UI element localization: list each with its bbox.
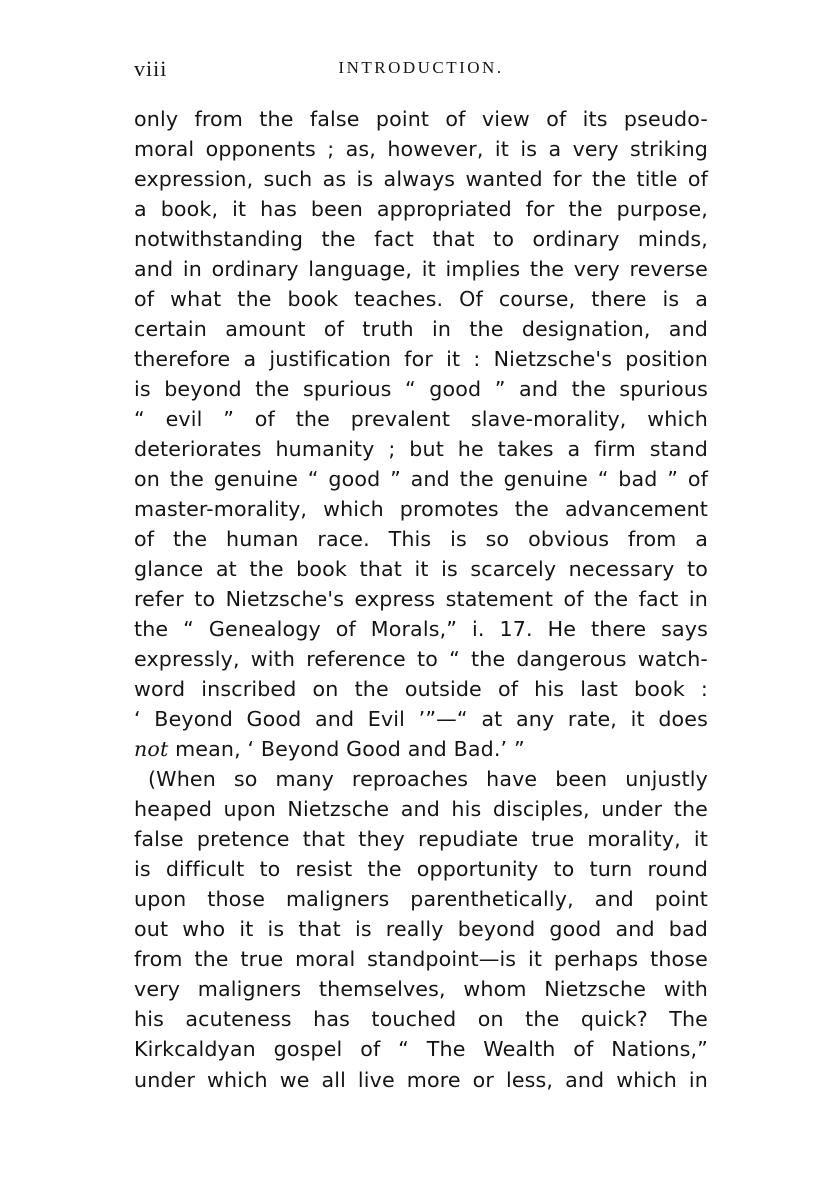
text-line-paragraph-end [134,734,708,764]
text-line: is difficult to resist the opportunity to turn round [134,857,708,882]
body-text [134,104,708,1095]
text-line: under which we all live more or less, and which in [134,1067,708,1092]
text-line: expressly, with reference to “ the dangerous watch- [134,647,708,672]
page-number: viii [134,56,168,81]
text-line: on the genuine “ good ” and the genuine “ bad ” of [134,467,708,492]
text-line-paragraph-start: (When so many reproaches have been unjustly [148,767,708,792]
text-line: the “ Genealogy of Morals,” i. 17. He there says [134,617,708,642]
text-line: is beyond the spurious “ good ” and the spurious [134,377,708,402]
text-line: ‘ Beyond Good and Evil ’”—“ at any rate, it does [134,707,708,732]
text-line: glance at the book that it is scarcely necessary to [134,557,708,582]
text-line: very maligners themselves, whom Nietzsche with [134,977,708,1002]
text-line: and in ordinary language, it implies the very reverse [134,257,708,282]
text-line: moral opponents ; as, however, it is a very striking [134,137,708,162]
text-line: upon those maligners parenthetically, and point [134,887,708,912]
emphasis-not: not [134,737,169,762]
text-line: expression, such as is always wanted for the title of [134,167,708,192]
text-line: out who it is that is really beyond good and bad [134,917,708,942]
text-line: his acuteness has touched on the quick? The [134,1007,708,1032]
page-header [134,56,708,86]
text-line: “ evil ” of the prevalent slave-morality, which [134,407,708,432]
text-line: a book, it has been appropriated for the purpose, [134,197,708,222]
text-line: refer to Nietzsche's express statement of the fact in [134,587,708,612]
text-line: false pretence that they repudiate true morality, it [134,827,708,852]
running-head: INTRODUCTION. [338,58,504,77]
text-line: deteriorates humanity ; but he takes a firm stand [134,437,708,462]
text-line-remainder: mean, ‘ Beyond Good and Bad.’ ” [168,737,525,762]
text-line: heaped upon Nietzsche and his disciples, under the [134,797,708,822]
text-line: Kirkcaldyan gospel of “ The Wealth of Nations,” [134,1037,708,1062]
text-line: master-morality, which promotes the advancement [134,497,708,522]
text-line: certain amount of truth in the designation, and [134,317,708,342]
text-line: of what the book teaches. Of course, there is a [134,287,708,312]
text-line: notwithstanding the fact that to ordinary minds, [134,227,708,252]
text-line: of the human race. This is so obvious from a [134,527,708,552]
text-line: therefore a justification for it : Nietzsche's position [134,347,708,372]
text-line: only from the false point of view of its pseudo- [134,107,708,131]
text-line: from the true moral standpoint—is it perhaps those [134,947,708,972]
text-line: word inscribed on the outside of his last book : [134,677,708,702]
